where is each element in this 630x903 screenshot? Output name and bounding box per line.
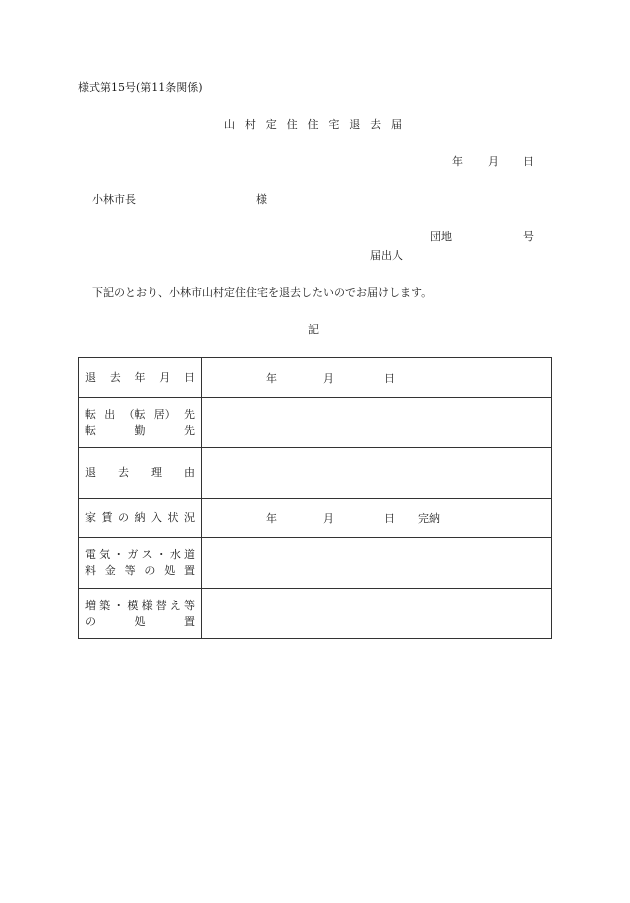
label-char: ス — [141, 548, 153, 561]
table-row — [79, 589, 552, 639]
label-char: の — [118, 511, 129, 524]
label-char: 勤 — [134, 423, 146, 437]
move-out-year-label: 年 — [266, 371, 277, 385]
row-label-line — [85, 598, 195, 614]
row-label-line — [85, 510, 195, 526]
row-value-move-out-date — [202, 358, 552, 398]
label-char: 築 — [99, 598, 111, 612]
row-value-move-out-reason — [202, 448, 552, 499]
table-row — [79, 448, 552, 499]
row-label-line — [85, 614, 195, 630]
title-char: 村 — [244, 118, 256, 131]
label-char: 退 — [85, 370, 96, 384]
table-row — [79, 398, 552, 448]
row-label-renovation-handling — [79, 589, 202, 639]
label-char: 電 — [85, 548, 96, 561]
label-char: 理 — [151, 466, 162, 479]
row-label-move-out-date — [79, 358, 202, 398]
row-label-line — [85, 563, 195, 579]
label-char: 納 — [134, 511, 146, 524]
table-row — [79, 538, 552, 589]
row-label-utility-settlement — [79, 538, 202, 589]
row-value-forwarding-address — [202, 398, 552, 448]
label-char: 処 — [164, 564, 176, 577]
row-label-forwarding-address — [79, 398, 202, 448]
date-day-label: 日 — [523, 155, 534, 168]
row-label-line — [85, 547, 195, 563]
label-char: 処 — [134, 614, 146, 628]
label-char: 置 — [183, 564, 195, 577]
title-char: 定 — [265, 118, 277, 131]
row-value-renovation-handling — [202, 589, 552, 639]
applicant-go: 号 — [523, 230, 534, 243]
title-char: 退 — [349, 118, 361, 131]
form-number: 様式第15号(第11条関係) — [78, 81, 203, 94]
title-char: 届 — [391, 118, 402, 131]
label-char: 置 — [184, 614, 195, 628]
title-char: 宅 — [328, 118, 340, 131]
label-char: ・ — [113, 548, 125, 561]
label-char: 道 — [183, 548, 195, 561]
applicant-label: 届出人 — [370, 249, 403, 262]
title-char: 住 — [307, 118, 319, 131]
title-char: 住 — [286, 118, 298, 131]
label-char: 替 — [155, 598, 167, 612]
rent-month-label: 月 — [323, 512, 334, 525]
label-char: 転 — [85, 407, 96, 421]
label-char: 賃 — [101, 511, 113, 524]
applicant-danchi: 団地 — [430, 230, 452, 243]
addressee-name: 小林市長 — [92, 193, 136, 206]
label-char: 由 — [184, 466, 195, 479]
label-char: 去 — [118, 466, 129, 479]
row-value-rent-payment-status — [202, 499, 552, 538]
form-table — [78, 357, 552, 639]
label-char: 況 — [184, 511, 195, 524]
label-char: の — [85, 614, 96, 628]
label-char: 等 — [183, 598, 195, 612]
label-char: 去 — [109, 370, 121, 384]
row-label-rent-payment-status — [79, 499, 202, 538]
move-out-day-label: 日 — [384, 371, 395, 385]
label-char: ガ — [127, 548, 139, 561]
label-char: 入 — [151, 511, 162, 524]
label-char: 金 — [104, 564, 116, 577]
label-char: 月 — [159, 370, 171, 384]
label-char: 日 — [184, 370, 195, 384]
table-row — [79, 358, 552, 398]
form-title — [224, 118, 402, 132]
row-value-utility-settlement — [202, 538, 552, 589]
body-text: 下記のとおり、小林市山村定住住宅を退去したいのでお届けします。 — [92, 286, 433, 299]
move-out-month-label: 月 — [323, 371, 334, 385]
row-label-line — [85, 465, 195, 481]
row-label-move-out-reason — [79, 448, 202, 499]
label-char: ・ — [113, 598, 125, 612]
label-char: 転 — [85, 423, 96, 437]
label-char: 先 — [184, 407, 195, 421]
label-char: 家 — [85, 511, 96, 524]
title-char: 去 — [370, 118, 382, 131]
addressee-honorific: 様 — [256, 193, 267, 206]
rent-year-label: 年 — [266, 512, 277, 525]
title-char: 山 — [224, 118, 235, 131]
label-char: 状 — [167, 511, 179, 524]
rent-day-label: 日 — [384, 512, 395, 525]
rent-status-label: 完納 — [418, 512, 440, 525]
label-char: え — [169, 598, 181, 612]
label-char: の — [144, 564, 156, 577]
date-month-label: 月 — [488, 155, 499, 168]
label-char: 料 — [85, 564, 96, 577]
row-label-line — [85, 370, 195, 386]
label-char: 模 — [127, 598, 139, 612]
label-char: 退 — [85, 466, 96, 479]
label-char: 先 — [184, 423, 195, 437]
label-char: 水 — [169, 548, 181, 561]
row-label-line — [85, 407, 195, 423]
label-char: 増 — [85, 598, 96, 612]
ki-label: 記 — [308, 323, 319, 336]
row-label-line — [85, 423, 195, 439]
label-char: 居） — [153, 407, 176, 421]
label-char: 様 — [141, 598, 153, 612]
label-char: （転 — [123, 407, 146, 421]
label-char: ・ — [155, 548, 167, 561]
date-year-label: 年 — [452, 155, 463, 168]
label-char: 気 — [99, 548, 111, 561]
table-row — [79, 499, 552, 538]
label-char: 年 — [134, 370, 146, 384]
label-char: 出 — [104, 407, 116, 421]
label-char: 等 — [124, 564, 136, 577]
